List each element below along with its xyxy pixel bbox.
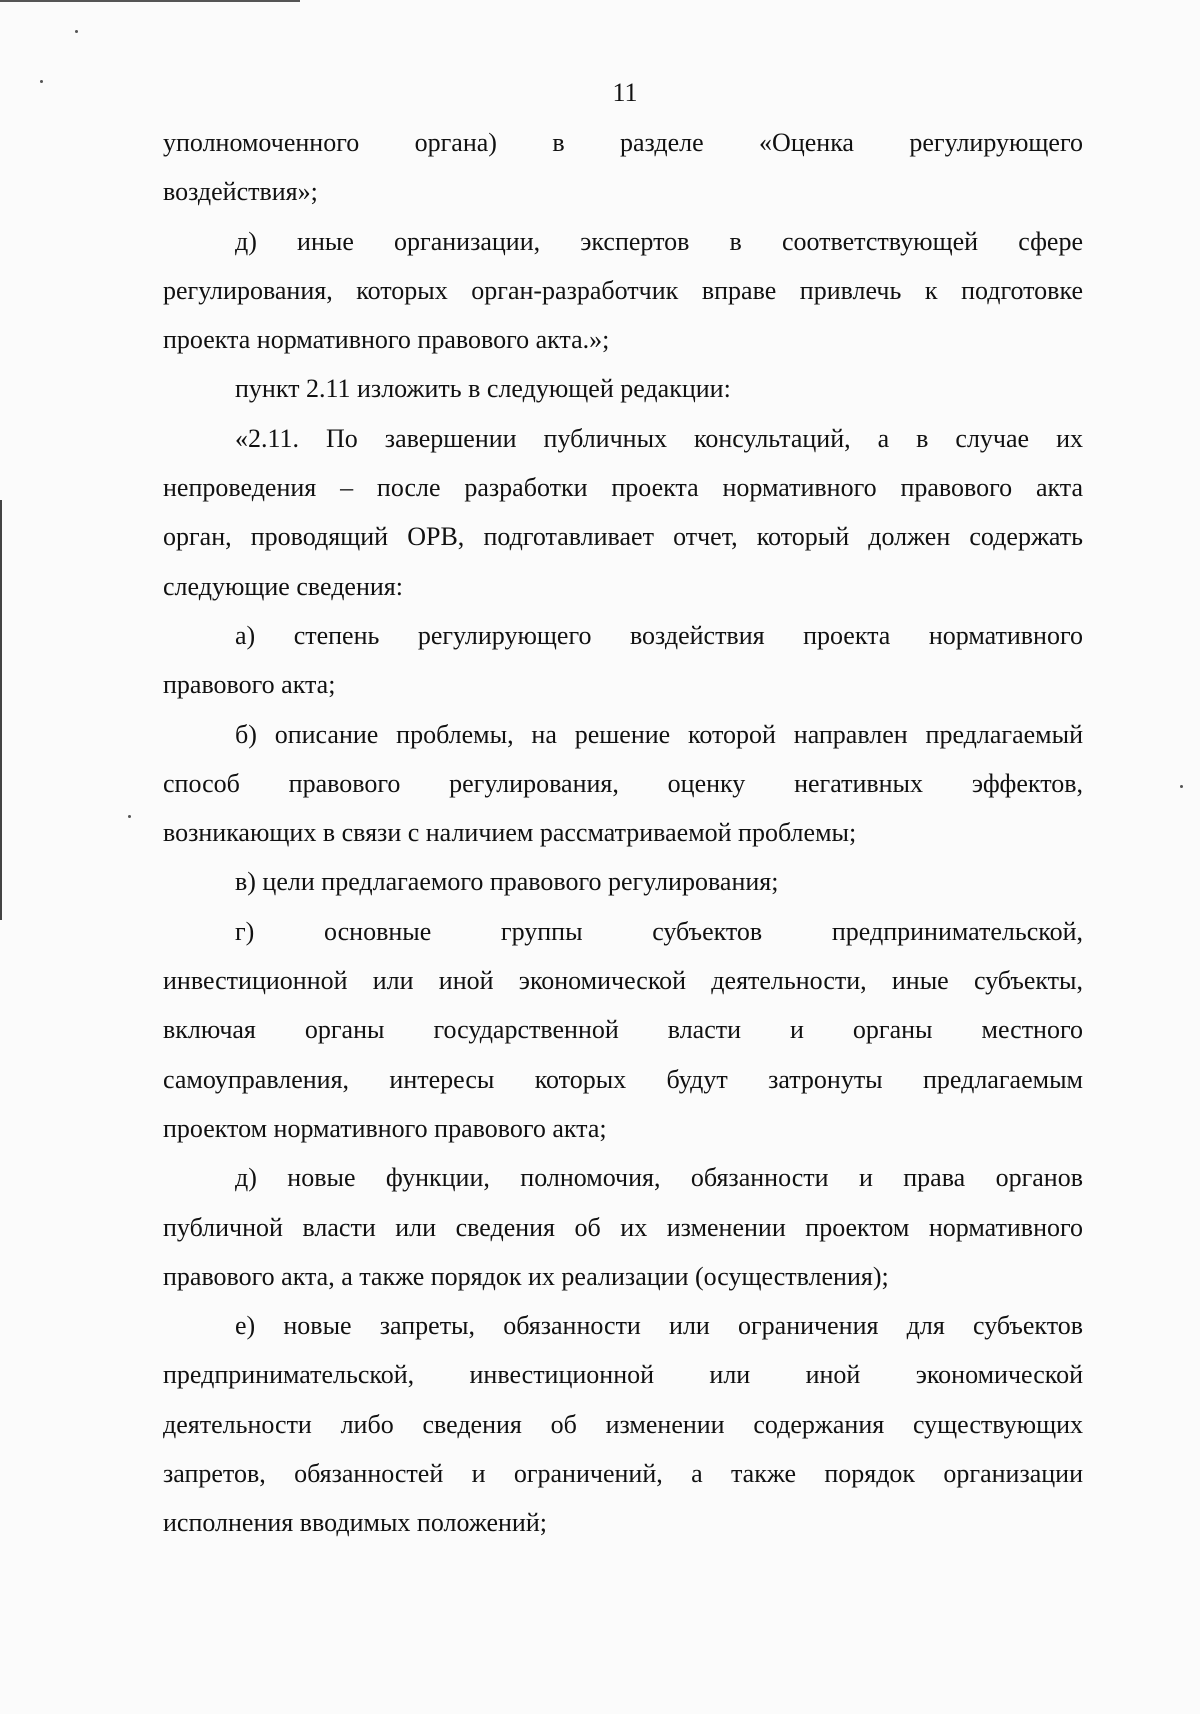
text-line: орган, проводящий ОРВ, подготавливает отчет, который должен содержать [163,522,1083,552]
text-line: проекта нормативного правового акта.»; [163,325,610,355]
text-line: «2.11. По завершении публичных консультаций, а в случае их [235,423,1083,453]
text-line: б) описание проблемы, на решение которой направлен предлагаемый [235,719,1083,749]
scan-speck [128,815,131,818]
page-number: 11 [612,78,638,107]
text-line: следующие сведения: [163,571,403,601]
text-line: включая органы государственной власти и органы местного [163,1015,1083,1045]
text-line: исполнения вводимых положений; [163,1508,547,1538]
text-line: д) иные организации, экспертов в соответствующей сфере [235,226,1083,256]
scan-speck [75,30,78,33]
scan-artifact-left-edge [0,500,2,920]
text-line: регулирования, которых орган-разработчик вправе привлечь к подготовке [163,275,1083,305]
text-line: самоуправления, интересы которых будут затронуты предлагаемым [163,1064,1083,1094]
text-line: способ правового регулирования, оценку негативных эффектов, [163,768,1083,798]
text-line: непроведения – после разработки проекта нормативного правового акта [163,473,1083,503]
scan-artifact-top-line [0,0,300,2]
text-line: д) новые функции, полномочия, обязанности и права органов [235,1163,1083,1193]
text-line: правового акта; [163,670,336,700]
text-line: запретов, обязанностей и ограничений, а также порядок организации [163,1459,1083,1489]
document-body [163,118,1083,1548]
text-line: предпринимательской, инвестиционной или иной экономической [163,1360,1083,1390]
text-line: а) степень регулирующего воздействия проекта нормативного [235,620,1083,650]
text-line: уполномоченного органа) в разделе «Оценка регулирующего [163,128,1083,157]
text-line: публичной власти или сведения об их изменении проектом нормативного [163,1212,1083,1242]
text-line: в) цели предлагаемого правового регулирования; [235,867,779,897]
text-line: е) новые запреты, обязанности или ограничения для субъектов [235,1311,1083,1341]
text-line: деятельности либо сведения об изменении содержания существующих [163,1409,1083,1439]
text-line: г) основные группы субъектов предпринимательской, [235,916,1083,946]
text-line: возникающих в связи с наличием рассматриваемой проблемы; [163,818,857,848]
scan-speck [1180,785,1183,788]
text-line: правового акта, а также порядок их реализации (осуществления); [163,1261,889,1291]
text-line: пункт 2.11 изложить в следующей редакции: [235,374,731,404]
text-line: воздействия»; [163,177,318,207]
text-line: инвестиционной или иной экономической деятельности, иные субъекты, [163,966,1083,996]
text-line: проектом нормативного правового акта; [163,1113,607,1143]
